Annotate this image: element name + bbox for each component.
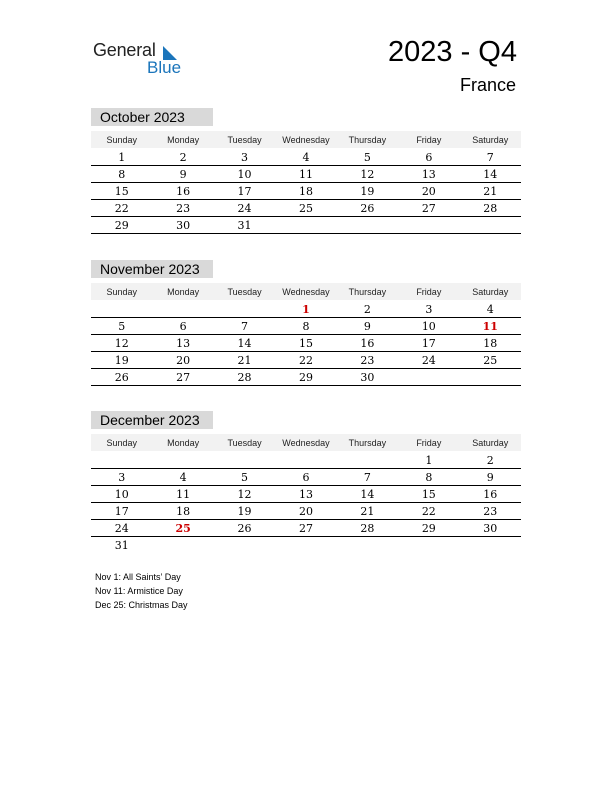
day-cell: 2	[486, 453, 494, 467]
holiday-day-cell: 11	[482, 319, 498, 333]
day-cell: 8	[302, 319, 310, 333]
week-row	[91, 166, 521, 183]
day-cell: 29	[114, 218, 129, 232]
day-cell: 16	[176, 184, 191, 198]
weekday-label: Wednesday	[282, 286, 330, 297]
day-cell: 5	[118, 319, 126, 333]
weekday-label: Saturday	[472, 286, 509, 297]
week-row	[91, 217, 521, 234]
weekday-label: Friday	[416, 286, 442, 297]
day-cell: 3	[118, 470, 126, 484]
week-row	[91, 183, 521, 200]
day-cell: 7	[241, 319, 249, 333]
day-cell: 29	[298, 370, 313, 384]
day-cell: 23	[360, 353, 375, 367]
day-cell: 16	[360, 336, 375, 350]
day-cell: 15	[114, 184, 129, 198]
day-cell: 4	[486, 302, 494, 316]
weekday-label: Monday	[167, 134, 200, 145]
day-cell: 21	[360, 504, 375, 518]
day-cell: 25	[483, 353, 498, 367]
day-cell: 3	[241, 150, 249, 164]
weekday-label: Tuesday	[227, 286, 262, 297]
day-cell: 11	[176, 487, 191, 501]
day-cell: 18	[298, 184, 313, 198]
day-cell: 14	[237, 336, 252, 350]
day-cell: 20	[421, 184, 436, 198]
day-cell: 23	[483, 504, 498, 518]
day-cell: 17	[114, 504, 129, 518]
day-cell: 26	[114, 370, 129, 384]
month-december	[91, 411, 521, 553]
week-row	[91, 503, 521, 520]
month-november	[91, 260, 521, 386]
month-title: November 2023	[91, 260, 213, 278]
logo	[93, 40, 193, 80]
day-cell: 2	[179, 150, 187, 164]
day-cell: 12	[360, 167, 375, 181]
day-cell: 22	[421, 504, 436, 518]
day-cell: 13	[298, 487, 313, 501]
day-cell: 8	[118, 167, 126, 181]
month-title: October 2023	[91, 108, 213, 126]
day-cell: 24	[114, 521, 129, 535]
week-row	[91, 486, 521, 503]
weekday-label: Thursday	[348, 134, 387, 145]
page-title: 2023 - Q4	[388, 36, 517, 68]
weekday-label: Wednesday	[282, 134, 330, 145]
week-row	[91, 469, 521, 486]
week-row	[91, 149, 521, 166]
day-cell: 21	[237, 353, 252, 367]
weekday-label: Sunday	[106, 134, 137, 145]
day-cell: 6	[425, 150, 433, 164]
month-title: December 2023	[91, 411, 213, 429]
logo-text-blue: Blue	[147, 58, 182, 77]
day-cell: 28	[360, 521, 375, 535]
weekday-label: Thursday	[348, 286, 387, 297]
day-cell: 9	[363, 319, 371, 333]
day-cell: 15	[298, 336, 313, 350]
weekday-label: Monday	[167, 286, 200, 297]
day-cell: 15	[421, 487, 436, 501]
day-cell: 27	[176, 370, 191, 384]
day-cell: 4	[302, 150, 310, 164]
day-cell: 5	[241, 470, 249, 484]
day-cell: 7	[363, 470, 371, 484]
day-cell: 18	[176, 504, 191, 518]
day-cell: 17	[421, 336, 436, 350]
week-row	[91, 452, 521, 469]
day-cell: 31	[237, 218, 252, 232]
holiday-note: Dec 25: Christmas Day	[95, 600, 188, 610]
week-row	[91, 318, 521, 335]
day-cell: 29	[421, 521, 436, 535]
day-cell: 30	[360, 370, 375, 384]
week-row	[91, 520, 521, 537]
day-cell: 19	[360, 184, 375, 198]
weekday-header	[91, 434, 521, 451]
day-cell: 12	[237, 487, 252, 501]
day-cell: 30	[483, 521, 498, 535]
day-cell: 9	[179, 167, 187, 181]
day-cell: 20	[176, 353, 191, 367]
holiday-day-cell: 25	[175, 521, 191, 535]
week-row	[91, 335, 521, 352]
day-cell: 26	[237, 521, 252, 535]
day-cell: 24	[421, 353, 436, 367]
weekday-label: Saturday	[472, 437, 509, 448]
day-cell: 6	[179, 319, 187, 333]
day-cell: 2	[363, 302, 371, 316]
day-cell: 9	[486, 470, 494, 484]
holiday-note: Nov 1: All Saints’ Day	[95, 572, 181, 582]
weekday-label: Monday	[167, 437, 200, 448]
week-row	[91, 301, 521, 318]
day-cell: 23	[176, 201, 191, 215]
weekday-label: Friday	[416, 134, 442, 145]
weekday-label: Tuesday	[227, 134, 262, 145]
day-cell: 30	[176, 218, 191, 232]
holiday-note: Nov 11: Armistice Day	[95, 586, 183, 596]
day-cell: 20	[298, 504, 313, 518]
day-cell: 25	[298, 201, 313, 215]
weekday-header	[91, 131, 521, 148]
month-october	[91, 108, 521, 234]
day-cell: 11	[298, 167, 313, 181]
day-cell: 31	[114, 538, 129, 552]
day-cell: 1	[118, 150, 126, 164]
weekday-label: Sunday	[106, 437, 137, 448]
holiday-notes	[95, 570, 188, 612]
day-cell: 22	[298, 353, 313, 367]
day-cell: 13	[176, 336, 191, 350]
weekday-label: Friday	[416, 437, 442, 448]
day-cell: 8	[425, 470, 433, 484]
day-cell: 10	[237, 167, 252, 181]
day-cell: 28	[483, 201, 498, 215]
day-cell: 24	[237, 201, 252, 215]
day-cell: 16	[483, 487, 498, 501]
day-cell: 18	[483, 336, 498, 350]
weekday-label: Saturday	[472, 134, 509, 145]
day-cell: 27	[421, 201, 436, 215]
day-cell: 14	[483, 167, 498, 181]
day-cell: 10	[421, 319, 436, 333]
day-cell: 14	[360, 487, 375, 501]
week-row	[91, 200, 521, 217]
week-row	[91, 537, 521, 553]
day-cell: 19	[237, 504, 252, 518]
day-cell: 19	[114, 353, 129, 367]
country-label: France	[459, 75, 516, 95]
weekday-label: Sunday	[106, 286, 137, 297]
weekday-label: Wednesday	[282, 437, 330, 448]
day-cell: 7	[486, 150, 494, 164]
day-cell: 5	[363, 150, 371, 164]
holiday-day-cell: 1	[302, 302, 310, 316]
week-row	[91, 369, 521, 386]
day-cell: 13	[421, 167, 436, 181]
day-cell: 27	[298, 521, 313, 535]
weekday-label: Tuesday	[227, 437, 262, 448]
day-cell: 3	[425, 302, 433, 316]
day-cell: 10	[114, 487, 129, 501]
weekday-header	[91, 283, 521, 300]
day-cell: 12	[114, 336, 129, 350]
day-cell: 1	[425, 453, 433, 467]
day-cell: 21	[483, 184, 498, 198]
day-cell: 22	[114, 201, 129, 215]
day-cell: 6	[302, 470, 310, 484]
day-cell: 26	[360, 201, 375, 215]
day-cell: 4	[179, 470, 187, 484]
day-cell: 28	[237, 370, 252, 384]
week-row	[91, 352, 521, 369]
weekday-label: Thursday	[348, 437, 387, 448]
logo-text-general: General	[93, 40, 156, 60]
day-cell: 17	[237, 184, 252, 198]
